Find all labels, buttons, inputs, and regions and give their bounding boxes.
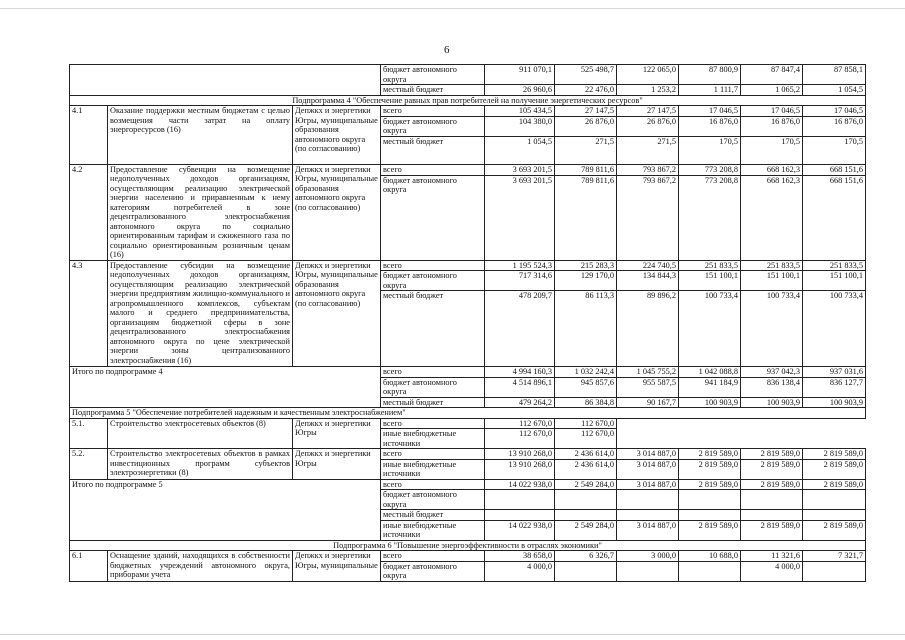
value-cell: [617, 561, 679, 581]
funding-source: всего: [381, 260, 485, 271]
value-cell: 151 100,1: [803, 271, 866, 291]
value-cell: 525 498,7: [555, 65, 617, 85]
value-cell: 793 867,2: [617, 164, 679, 175]
value-cell: [555, 510, 617, 521]
responsible-executor: Депжкх и энергетики Югры, муниципальные образования автономного округа (по согласованию): [293, 260, 381, 367]
item-code: 4.1: [70, 106, 108, 165]
value-cell: 1 045 755,2: [617, 367, 679, 378]
item-code: 4.2: [70, 164, 108, 260]
item-name: Предоставление субвенции на возмещение недополученных доходов организациям, осуществляющим реализацию электрической энергии населению и приравненным к нему категориям потребителей в зоне децентрализованного электроснабжения автономного округа по социально ориентированным тарифам и сжиженного газа по социально ориентированным розничным ценам (16): [108, 164, 293, 260]
subprogram-title: Подпрограмма 4 "Обеспечение равных прав потребителей на получение энергетических ресурсов": [70, 95, 866, 106]
value-cell: 170,5: [803, 136, 866, 164]
value-cell: 100 903,9: [741, 397, 803, 408]
value-cell: 14 022 938,0: [485, 520, 555, 540]
funding-source: местный бюджет: [381, 397, 485, 408]
subprogram-header: [70, 408, 866, 419]
value-cell: 122 065,0: [617, 65, 679, 85]
value-cell: 100 733,4: [741, 291, 803, 367]
value-cell: 668 151,6: [803, 175, 866, 260]
value-cell: 937 042,3: [741, 367, 803, 378]
value-cell: 26 876,0: [555, 116, 617, 136]
page-number: 6: [444, 44, 450, 56]
funding-source: всего: [381, 164, 485, 175]
funding-source: местный бюджет: [381, 291, 485, 367]
value-cell: 7 321,7: [803, 551, 866, 562]
value-cell: 215 283,3: [555, 260, 617, 271]
value-cell: 1 032 242,4: [555, 367, 617, 378]
value-cell: 1 111,7: [679, 85, 741, 96]
value-cell: 100 903,9: [803, 397, 866, 408]
value-cell: 2 819 589,0: [803, 459, 866, 479]
value-cell: 2 819 589,0: [741, 459, 803, 479]
responsible-executor: Депжкх и энергетики Югры, муниципальные образования автономного округа (по согласованию): [293, 164, 381, 260]
value-cell: 251 833,5: [803, 260, 866, 271]
value-cell: 479 264,2: [485, 397, 555, 408]
value-cell: 104 380,0: [485, 116, 555, 136]
value-cell: 1 054,5: [485, 136, 555, 164]
value-cell: 151 100,1: [741, 271, 803, 291]
value-cell: 937 031,6: [803, 367, 866, 378]
value-cell: 4 514 896,1: [485, 377, 555, 397]
subprogram-title: Подпрограмма 6 "Повышение энергоэффективности в отраслях экономики": [70, 540, 866, 551]
value-cell: 87 858,1: [803, 65, 866, 85]
scan-top-edge: [0, 8, 905, 9]
value-cell: 668 151,6: [803, 164, 866, 175]
item-name: Строительство электросетевых объектов (8): [108, 418, 293, 449]
funding-source: всего: [381, 449, 485, 460]
value-cell: [555, 490, 617, 510]
value-cell: [679, 561, 741, 581]
value-cell: 793 867,2: [617, 175, 679, 260]
table-row: [70, 65, 866, 85]
value-cell: 129 170,0: [555, 271, 617, 291]
value-cell: 2 549 284,0: [555, 520, 617, 540]
funding-source: иные внебюджетные источники: [381, 520, 485, 540]
value-cell: 100 733,4: [679, 291, 741, 367]
value-cell: 251 833,5: [741, 260, 803, 271]
value-cell: 3 014 887,0: [617, 479, 679, 490]
value-cell: 90 167,7: [617, 397, 679, 408]
value-cell: 1 253,2: [617, 85, 679, 96]
value-cell: [617, 490, 679, 510]
value-cell: 4 000,0: [741, 561, 803, 581]
value-cell: 2 819 589,0: [803, 520, 866, 540]
funding-source: всего: [381, 479, 485, 490]
value-cell: 170,5: [679, 136, 741, 164]
value-cell: 3 693 201,5: [485, 175, 555, 260]
value-cell: 271,5: [555, 136, 617, 164]
value-cell: 86 113,3: [555, 291, 617, 367]
value-cell: [741, 510, 803, 521]
value-cell: 836 138,4: [741, 377, 803, 397]
value-cell: 1 042 088,8: [679, 367, 741, 378]
value-cell: [679, 490, 741, 510]
value-cell: [679, 510, 741, 521]
subprogram-header: [70, 540, 866, 551]
value-cell: 3 014 887,0: [617, 459, 679, 479]
funding-source: местный бюджет: [381, 510, 485, 521]
value-cell: 100 733,4: [803, 291, 866, 367]
subtotal-label: Итого по подпрограмме 5: [70, 479, 381, 540]
funding-source: иные внебюджетные источники: [381, 429, 485, 449]
value-cell: [803, 490, 866, 510]
value-cell: 2 549 284,0: [555, 479, 617, 490]
value-cell: 17 046,5: [741, 106, 803, 117]
subprogram-header: [70, 95, 866, 106]
funding-source: бюджет автономного округа: [381, 271, 485, 291]
item-code: 6.1: [70, 551, 108, 582]
value-cell: 17 046,5: [803, 106, 866, 117]
value-cell: 717 314,6: [485, 271, 555, 291]
value-cell: 112 670,0: [485, 429, 555, 449]
value-cell: 2 436 614,0: [555, 449, 617, 460]
value-cell: 86 384,8: [555, 397, 617, 408]
item-code: 5.2.: [70, 449, 108, 480]
responsible-executor: Депжкх и энергетики Югры, муниципальные: [293, 551, 381, 582]
item-code: 5.1.: [70, 418, 108, 449]
table-row: [70, 164, 866, 175]
value-cell: 2 819 589,0: [741, 479, 803, 490]
value-cell: 2 819 589,0: [679, 449, 741, 460]
value-cell: 27 147,5: [617, 106, 679, 117]
value-cell: [803, 510, 866, 521]
value-cell: 13 910 268,0: [485, 459, 555, 479]
value-cell: 16 876,0: [741, 116, 803, 136]
funding-source: местный бюджет: [381, 85, 485, 96]
value-cell: 13 910 268,0: [485, 449, 555, 460]
value-cell: 668 162,3: [741, 175, 803, 260]
value-cell: 112 670,0: [485, 418, 555, 429]
value-cell: 2 819 589,0: [679, 479, 741, 490]
item-name: Оснащение зданий, находящихся в собственности бюджетных учреждений автономного округа, приборами учета: [108, 551, 293, 582]
funding-source: бюджет автономного округа: [381, 175, 485, 260]
value-cell: 4 000,0: [485, 561, 555, 581]
value-cell: [485, 510, 555, 521]
value-cell: 100 903,9: [679, 397, 741, 408]
value-cell: 1 065,2: [741, 85, 803, 96]
value-cell: 789 811,6: [555, 164, 617, 175]
value-cell: 3 014 887,0: [617, 449, 679, 460]
empty-cell: [70, 65, 381, 96]
value-cell: 945 857,6: [555, 377, 617, 397]
value-cell: 3 014 887,0: [617, 520, 679, 540]
value-cell: 4 994 160,3: [485, 367, 555, 378]
responsible-executor: Депжкх и энергетики Югры: [293, 449, 381, 480]
funding-source: бюджет автономного округа: [381, 561, 485, 581]
value-cell: 955 587,5: [617, 377, 679, 397]
table-row: [70, 418, 866, 429]
funding-source: всего: [381, 418, 485, 429]
value-cell: 26 876,0: [617, 116, 679, 136]
table-row: [70, 367, 866, 378]
item-code: 4.3: [70, 260, 108, 367]
value-cell: 911 070,1: [485, 65, 555, 85]
value-cell: 1 195 524,3: [485, 260, 555, 271]
item-name: Оказание поддержки местным бюджетам с целью возмещения части затрат на оплату энергоресурсов (16): [108, 106, 293, 165]
value-cell: 112 670,0: [555, 418, 617, 429]
budget-table: [69, 64, 866, 582]
value-cell: 789 811,6: [555, 175, 617, 260]
value-cell: 170,5: [741, 136, 803, 164]
value-cell: 271,5: [617, 136, 679, 164]
value-cell: 17 046,5: [679, 106, 741, 117]
value-cell: [741, 490, 803, 510]
value-cell: [555, 561, 617, 581]
value-cell: 2 436 614,0: [555, 459, 617, 479]
funding-source: всего: [381, 106, 485, 117]
funding-source: бюджет автономного округа: [381, 377, 485, 397]
table-row: [70, 479, 866, 490]
value-cell: [803, 561, 866, 581]
table-row: [70, 449, 866, 460]
value-cell: 16 876,0: [679, 116, 741, 136]
value-cell: 2 819 589,0: [803, 479, 866, 490]
value-cell: 1 054,5: [803, 85, 866, 96]
value-cell: 87 847,4: [741, 65, 803, 85]
value-cell: 2 819 589,0: [679, 520, 741, 540]
value-cell: 10 688,0: [679, 551, 741, 562]
value-cell: 16 876,0: [803, 116, 866, 136]
value-cell: 105 434,5: [485, 106, 555, 117]
responsible-executor: Депжкх и энергетики Югры: [293, 418, 381, 449]
value-cell: 668 162,3: [741, 164, 803, 175]
value-cell: 773 208,8: [679, 175, 741, 260]
value-cell: 11 321,6: [741, 551, 803, 562]
funding-source: местный бюджет: [381, 136, 485, 164]
funding-source: всего: [381, 367, 485, 378]
value-cell: 87 800,9: [679, 65, 741, 85]
table-row: [70, 106, 866, 117]
value-cell: [617, 510, 679, 521]
value-cell: 6 326,7: [555, 551, 617, 562]
value-cell: 14 022 938,0: [485, 479, 555, 490]
value-cell: 2 819 589,0: [741, 449, 803, 460]
value-cell: 22 476,0: [555, 85, 617, 96]
value-cell: 941 184,9: [679, 377, 741, 397]
value-cell: 151 100,1: [679, 271, 741, 291]
value-cell: 3 000,0: [617, 551, 679, 562]
funding-source: бюджет автономного округа: [381, 116, 485, 136]
value-cell: 836 127,7: [803, 377, 866, 397]
value-cell: 38 658,0: [485, 551, 555, 562]
value-cell: 112 670,0: [555, 429, 617, 449]
value-cell: 2 819 589,0: [803, 449, 866, 460]
table-row: [70, 551, 866, 562]
scan-bottom-edge: [0, 634, 905, 635]
value-cell: 89 896,2: [617, 291, 679, 367]
table-row: [70, 260, 866, 271]
funding-source: иные внебюджетные источники: [381, 459, 485, 479]
responsible-executor: Депжкх и энергетики Югры, муниципальные образования автономного округа (по согласованию): [293, 106, 381, 165]
value-cell: [485, 490, 555, 510]
funding-source: бюджет автономного округа: [381, 65, 485, 85]
funding-source: всего: [381, 551, 485, 562]
funding-source: бюджет автономного округа: [381, 490, 485, 510]
subtotal-label: Итого по подпрограмме 4: [70, 367, 381, 408]
value-cell: 2 819 589,0: [679, 459, 741, 479]
item-name: Предоставление субсидии на возмещение недополученных доходов организациям, осуществляющим реализацию электрической энергии предприятиям жилищно-коммунального и агропромышленного комплексов, субъектам малого и среднего предпринимательства, организациям бюджетной сферы в зоне децентрализованного электроснабжения автономного округа по цене электрической энергии зоны централизованного электроснабжения (16): [108, 260, 293, 367]
value-cell: 3 693 201,5: [485, 164, 555, 175]
value-cell: 27 147,5: [555, 106, 617, 117]
value-cell: 26 960,6: [485, 85, 555, 96]
value-cell: 224 740,5: [617, 260, 679, 271]
empty-cell: [617, 418, 866, 449]
value-cell: 2 819 589,0: [741, 520, 803, 540]
value-cell: 478 209,7: [485, 291, 555, 367]
subprogram-title: Подпрограмма 5 "Обеспечение потребителей надежным и качественным электроснабжением": [70, 408, 866, 419]
value-cell: 134 844,3: [617, 271, 679, 291]
item-name: Строительство электросетевых объектов в рамках инвестиционных программ субъектов электроэнергетики (8): [108, 449, 293, 480]
value-cell: 773 208,8: [679, 164, 741, 175]
value-cell: 251 833,5: [679, 260, 741, 271]
